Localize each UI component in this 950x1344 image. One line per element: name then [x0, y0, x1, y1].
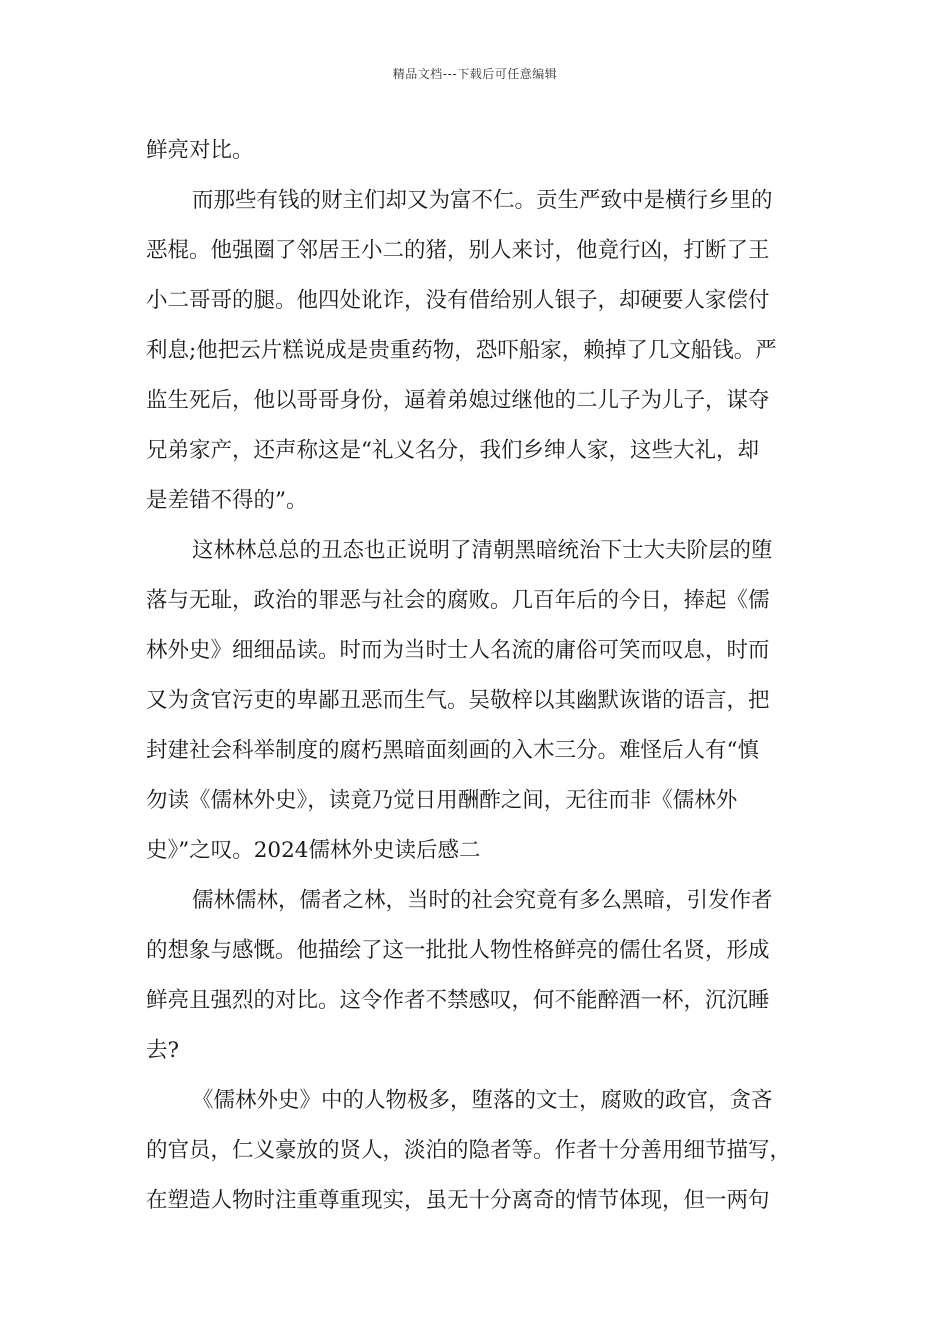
paragraph [146, 176, 822, 526]
text-line: 鲜亮且强烈的对比。这令作者不禁感叹，何不能醉酒一杯，沉沉睡 [146, 988, 770, 1013]
paragraph [146, 876, 822, 1076]
text-line: 去? [146, 1038, 180, 1063]
page-header: 精品文档---下载后可任意编辑 [392, 67, 558, 81]
text-line: 监生死后，他以哥哥身份，逼着弟媳过继他的二儿子为儿子，谋夺 [146, 388, 770, 413]
text-line: 封建社会科举制度的腐朽黑暗面刻画的入木三分。难怪后人有“慎 [146, 738, 759, 763]
text-line: 儒林儒林，儒者之林，当时的社会究竟有多么黑暗，引发作者 [192, 888, 773, 913]
text-line: 小二哥哥的腿。他四处讹诈，没有借给别人银子，却硬要人家偿付 [146, 288, 770, 313]
text-line: 的官员，仁义豪放的贤人，淡泊的隐者等。作者十分善用细节描写， [146, 1138, 792, 1163]
paragraph [146, 126, 822, 176]
text-line: 这林林总总的丑态也正说明了清朝黑暗统治下士大夫阶层的堕 [192, 538, 773, 563]
text-line: 是差错不得的”。 [146, 488, 308, 513]
text-line: 林外史》细细品读。时而为当时士人名流的庸俗可笑而叹息，时而 [146, 638, 770, 663]
text-line: 恶棍。他强圈了邻居王小二的猪，别人来讨，他竟行凶，打断了王 [146, 238, 770, 263]
text-line: 落与无耻，政治的罪恶与社会的腐败。几百年后的今日，捧起《儒 [146, 588, 770, 613]
text-line: 兄弟家产，还声称这是“礼义名分，我们乡绅人家，这些大礼，却 [146, 438, 759, 463]
body-text [146, 126, 822, 1226]
text-line: 在塑造人物时注重尊重现实，虽无十分离奇的情节体现，但一两句 [146, 1188, 770, 1213]
text-line: 又为贪官污吏的卑鄙丑恶而生气。吴敬梓以其幽默诙谐的语言，把 [146, 688, 770, 713]
text-line: 勿读《儒林外史》，读竟乃觉日用酬酢之间，无往而非《儒林外 [146, 788, 738, 813]
paragraph [146, 526, 822, 876]
text-line: 利息;他把云片糕说成是贵重药物，恐吓船家，赖掉了几文船钱。严 [146, 338, 777, 363]
paragraph [146, 1076, 822, 1226]
text-line: 《儒林外史》中的人物极多，堕落的文士，腐败的政官，贪吝 [192, 1088, 773, 1113]
text-line: 的想象与感慨。他描绘了这一批批人物性格鲜亮的儒仕名贤，形成 [146, 938, 770, 963]
text-line: 史》”之叹。2024儒林外史读后感二 [146, 838, 481, 863]
text-line: 鲜亮对比。 [146, 138, 254, 163]
text-line: 而那些有钱的财主们却又为富不仁。贡生严致中是横行乡里的 [192, 188, 773, 213]
